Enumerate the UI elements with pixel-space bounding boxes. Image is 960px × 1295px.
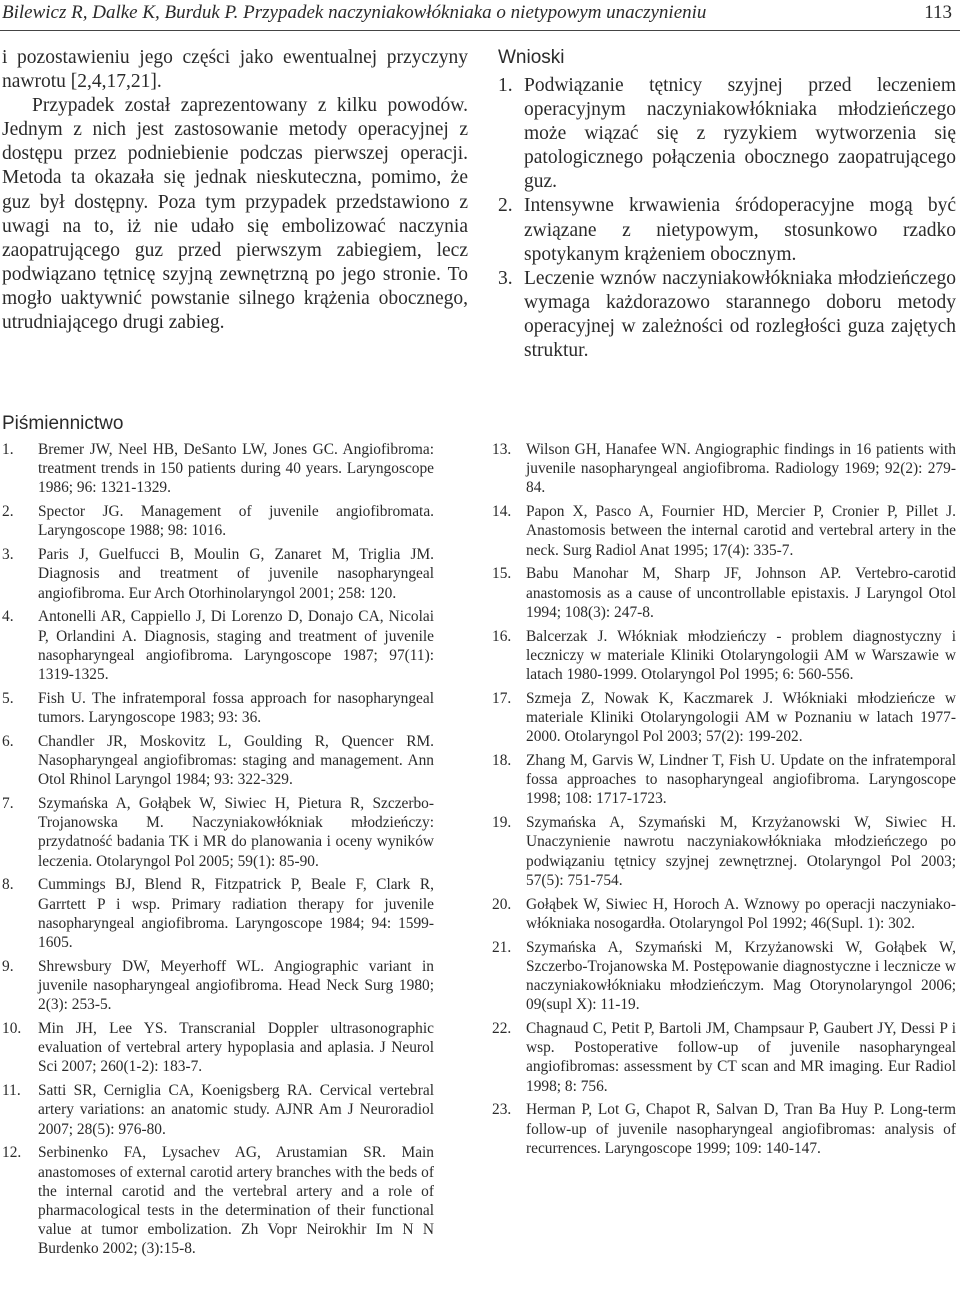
- reference-text: Zhang M, Garvis W, Lindner T, Fish U. Update on the infratemporal fossa approaches to nasopharyngeal angiofibroma. Laryngoscope 1998; 108: 1717-1723.: [526, 752, 956, 808]
- reference-text: Babu Manohar M, Sharp JF, Johnson AP. Vertebro-carotid anastomosis as a cause of uncontrollable epistaxis. J Laryngol Otol 1994; 108(3): 247-8.: [526, 565, 956, 621]
- reference-item: [2, 440, 434, 498]
- reference-item: [492, 564, 956, 622]
- references-column-right: [492, 440, 956, 1163]
- reference-number: 20.: [492, 895, 512, 913]
- reference-text: Gołąbek W, Siwiec H, Horoch A. Wznowy po operacji naczyniako-włókniaka nosogardła. Otolaryngol Pol 1992; 46(Supl. 1): 302.: [526, 895, 956, 932]
- reference-item: [492, 627, 956, 685]
- reference-item: [2, 545, 434, 603]
- reference-number: 4.: [2, 608, 14, 626]
- conclusion-number: 3.: [498, 267, 513, 289]
- reference-text: Paris J, Guelfucci B, Moulin G, Zanaret M, Triglia JM. Diagnosis and treatment of juvenile nasopharyngeal angiofibroma. Eur Arch Otorhinolaryngol 2001; 258: 120.: [38, 546, 434, 602]
- reference-number: 7.: [2, 795, 14, 813]
- body-paragraph: Przypadek został zaprezentowany z kilku powodów. Jednym z nich jest zastosowanie metody operacyjnej z dostępu przez podniebienie podczas pierwszej operacji. Metoda ta okazała się jednak nieskuteczna, pomimo, że guz był dostępny. Poza tym przypadek przedstawiono z uwagi na to, iż nie udało się embolizować naczynia zaopatrującego guz przed pierwszym zabiegiem, lecz podwiązano tętnicę szyjną zewnętrzną po jego stronie. To mogło uaktywnić powstanie silnego krążenia obocznego, utrudniającego drugi zabieg.: [2, 95, 468, 334]
- reference-text: Chandler JR, Moskovitz L, Goulding R, Quencer RM. Nasopharyngeal angiofibromas: staging and management. Ann Otol Rhinol Laryngol 1984; 93: 322-329.: [38, 732, 434, 789]
- reference-item: [2, 1081, 434, 1139]
- conclusion-text: Leczenie wznów naczyniakowłókniaka młodzieńczego wymaga każdorazowo starannego doboru metody operacyjnej w zależności od rozległości guza zajętych struktur.: [524, 267, 956, 362]
- reference-text: Fish U. The infratemporal fossa approach for nasopharyngeal tumors. Laryngoscope 1983; 93: 36.: [38, 689, 434, 727]
- reference-number: 11.: [2, 1082, 21, 1100]
- reference-text: Cummings BJ, Blend R, Fitzpatrick P, Beale F, Clark R, Garrtett P i wsp. Primary radiation therapy for juvenile nasopharyngeal angiofibroma. Laryngoscope 1984; 94: 1599-1605.: [38, 876, 434, 952]
- reference-list: [492, 440, 956, 1158]
- reference-number: 9.: [2, 957, 14, 975]
- conclusions-heading: Wnioski: [498, 47, 565, 68]
- page-number: 113: [924, 2, 952, 23]
- reference-item: [2, 502, 434, 540]
- reference-item: [2, 1143, 434, 1258]
- reference-item: [492, 502, 956, 560]
- reference-item: [2, 957, 434, 1015]
- reference-item: [2, 875, 434, 952]
- body-paragraph: i pozostawieniu jego części jako ewentualnej przyczyny nawrotu [2,4,17,21].: [2, 47, 468, 93]
- reference-item: [492, 938, 956, 1015]
- reference-item: [492, 895, 956, 933]
- reference-text: Shrewsbury DW, Meyerhoff WL. Angiographic variant in juvenile nasopharyngeal angiofibroma. Head Neck Surg 1980; 2(3): 253-5.: [38, 957, 434, 1014]
- conclusion-text: Podwiązanie tętnicy szyjnej przed leczeniem operacyjnym naczyniakowłókniaka młodzieńczego może wiązać się z ryzykiem wytworzenia się patologicznego połączenia obocznego zaopatrującego guz.: [524, 75, 956, 193]
- reference-text: Szmeja Z, Nowak K, Kaczmarek J. Włókniaki młodzieńcze w materiale Kliniki Otolaryngologii AM w Poznaniu w latach 1977-2000. Otolaryngol Pol 2003; 57(2): 199-202.: [526, 689, 956, 746]
- reference-text: Szymańska A, Gołąbek W, Siwiec H, Pietura R, Szczerbo-Trojanowska M. Naczyniakowłókniak młodzieńczy: przydatność badania TK i MR do planowania i oceny wyników leczenia. Otolaryngol Pol 2005; 59(1): 85-90.: [38, 795, 434, 870]
- reference-item: [492, 440, 956, 498]
- conclusion-item: [498, 267, 956, 363]
- reference-number: 19.: [492, 814, 512, 832]
- reference-text: Serbinenko FA, Lysachev AG, Arustamian SR. Main anastomoses of external carotid artery branches with the beds of the internal carotid and the vertebral artery and a role of pharmacological tests in the determination of their functional value at tumor embolization. Zh Vopr Neirokhir Im N N Burdenko 2002; (3):15-8.: [38, 1144, 434, 1258]
- reference-number: 15.: [492, 565, 512, 583]
- reference-number: 10.: [2, 1020, 22, 1038]
- reference-item: [2, 794, 434, 871]
- conclusion-text: Intensywne krwawienia śródoperacyjne mogą być związane z nietypowym, stosunkowo rzadko spotykanym krążeniem obocznym.: [524, 195, 956, 265]
- reference-list: [2, 440, 434, 1259]
- reference-number: 1.: [2, 441, 14, 458]
- reference-text: Wilson GH, Hanafee WN. Angiographic findings in 16 patients with juvenile nasopharyngeal angiofibroma. Radiology 1969; 92(2): 279-84.: [526, 441, 956, 497]
- reference-item: [492, 689, 956, 747]
- reference-number: 22.: [492, 1020, 512, 1038]
- body-text-column: [2, 46, 468, 335]
- reference-item: [2, 1019, 434, 1077]
- running-head: [0, 0, 960, 30]
- reference-item: [2, 689, 434, 727]
- conclusion-item: [498, 74, 956, 194]
- reference-number: 14.: [492, 503, 512, 521]
- references-column-left: [2, 440, 434, 1263]
- reference-item: [492, 751, 956, 809]
- reference-text: Antonelli AR, Cappiello J, Di Lorenzo D, Donajo CA, Nicolai P, Orlandini A. Diagnosis, staging and treatment of juvenile nasopharyngeal angiofibroma. Laryngoscope 1987; 97(11): 1319-1325.: [38, 608, 434, 684]
- reference-number: 21.: [492, 938, 512, 956]
- reference-number: 17.: [492, 689, 512, 707]
- reference-text: Min JH, Lee YS. Transcranial Doppler ultrasonographic evaluation of vertebral artery hypoplasia and aplasia. J Neurol Sci 2007; 260(1-2): 183-7.: [38, 1020, 434, 1076]
- conclusion-item: [498, 194, 956, 266]
- reference-text: Chagnaud C, Petit P, Bartoli JM, Champsaur P, Gaubert JY, Dessi P i wsp. Postoperative follow-up of juvenile nasopharyngeal angiofibromas: assessment by CT scan and MR imaging. Eur Radiol 1998; 8: 756.: [526, 1020, 956, 1095]
- reference-number: 2.: [2, 503, 14, 521]
- reference-number: 8.: [2, 876, 14, 894]
- reference-text: Szymańska A, Szymański M, Krzyżanowski W, Gołąbek W, Szczerbo-Trojanowska M. Postępowanie diagnostyczne i lecznicze w naczyniakowłókniaku młodzieńczym. Mag Otorynolaryngol 2006; 09(supl X): 11-19.: [526, 938, 956, 1014]
- conclusions-list: [498, 74, 956, 363]
- reference-item: [492, 813, 956, 890]
- reference-text: Szymańska A, Szymański M, Krzyżanowski W, Siwiec H. Unaczynienie nawrotu naczyniakowłókniaka młodzieńczego po podwiązaniu tętnicy szyjnej zewnętrznej. Otolaryngol Pol 2003; 57(5): 751-754.: [526, 814, 956, 889]
- conclusions-section: [498, 46, 956, 363]
- reference-number: 5.: [2, 689, 14, 707]
- reference-number: 6.: [2, 732, 14, 750]
- reference-text: Papon X, Pasco A, Fournier HD, Mercier P, Cronier P, Pillet J. Anastomosis between the internal carotid and vertebral artery in the neck. Surg Radiol Anat 1995; 17(4): 335-7.: [526, 503, 956, 559]
- reference-item: [2, 607, 434, 684]
- reference-number: 3.: [2, 546, 14, 564]
- running-head-title: Bilewicz R, Dalke K, Burduk P. Przypadek naczyniakowłókniaka o nietypowym unaczynieniu: [2, 2, 707, 23]
- reference-text: Spector JG. Management of juvenile angiofibromata. Laryngoscope 1988; 98: 1016.: [38, 503, 434, 540]
- reference-number: 23.: [492, 1101, 512, 1119]
- reference-item: [2, 732, 434, 790]
- reference-number: 12.: [2, 1144, 22, 1162]
- reference-text: Herman P, Lot G, Chapot R, Salvan D, Tran Ba Huy P. Long-term follow-up of juvenile nasopharyngeal angiofibromas: analysis of recurrences. Laryngoscope 1999; 109: 140-147.: [526, 1101, 956, 1157]
- reference-number: 13.: [492, 441, 512, 458]
- reference-number: 16.: [492, 627, 512, 645]
- reference-item: [492, 1019, 956, 1096]
- reference-text: Satti SR, Cerniglia CA, Koenigsberg RA. Cervical vertebral artery variations: an anatomic study. AJNR Am J Neuroradiol 2007; 28(5): 976-80.: [38, 1082, 434, 1138]
- reference-item: [492, 1100, 956, 1158]
- conclusion-number: 2.: [498, 195, 513, 217]
- reference-number: 18.: [492, 752, 512, 770]
- header-rule: [0, 30, 960, 31]
- reference-text: Bremer JW, Neel HB, DeSanto LW, Jones GC. Angiofibroma: treatment trends in 150 patients during 40 years. Laryngoscope 1986; 96: 1321-1329.: [38, 441, 434, 497]
- conclusion-number: 1.: [498, 75, 513, 96]
- references-heading: Piśmiennictwo: [2, 413, 124, 434]
- reference-text: Balcerzak J. Włókniak młodzieńczy - problem diagnostyczny i leczniczy w materiale Kliniki Otolaryngologii AM w Warszawie w latach 1980-1999. Otolaryngol Pol 1995; 6: 560-556.: [526, 627, 956, 684]
